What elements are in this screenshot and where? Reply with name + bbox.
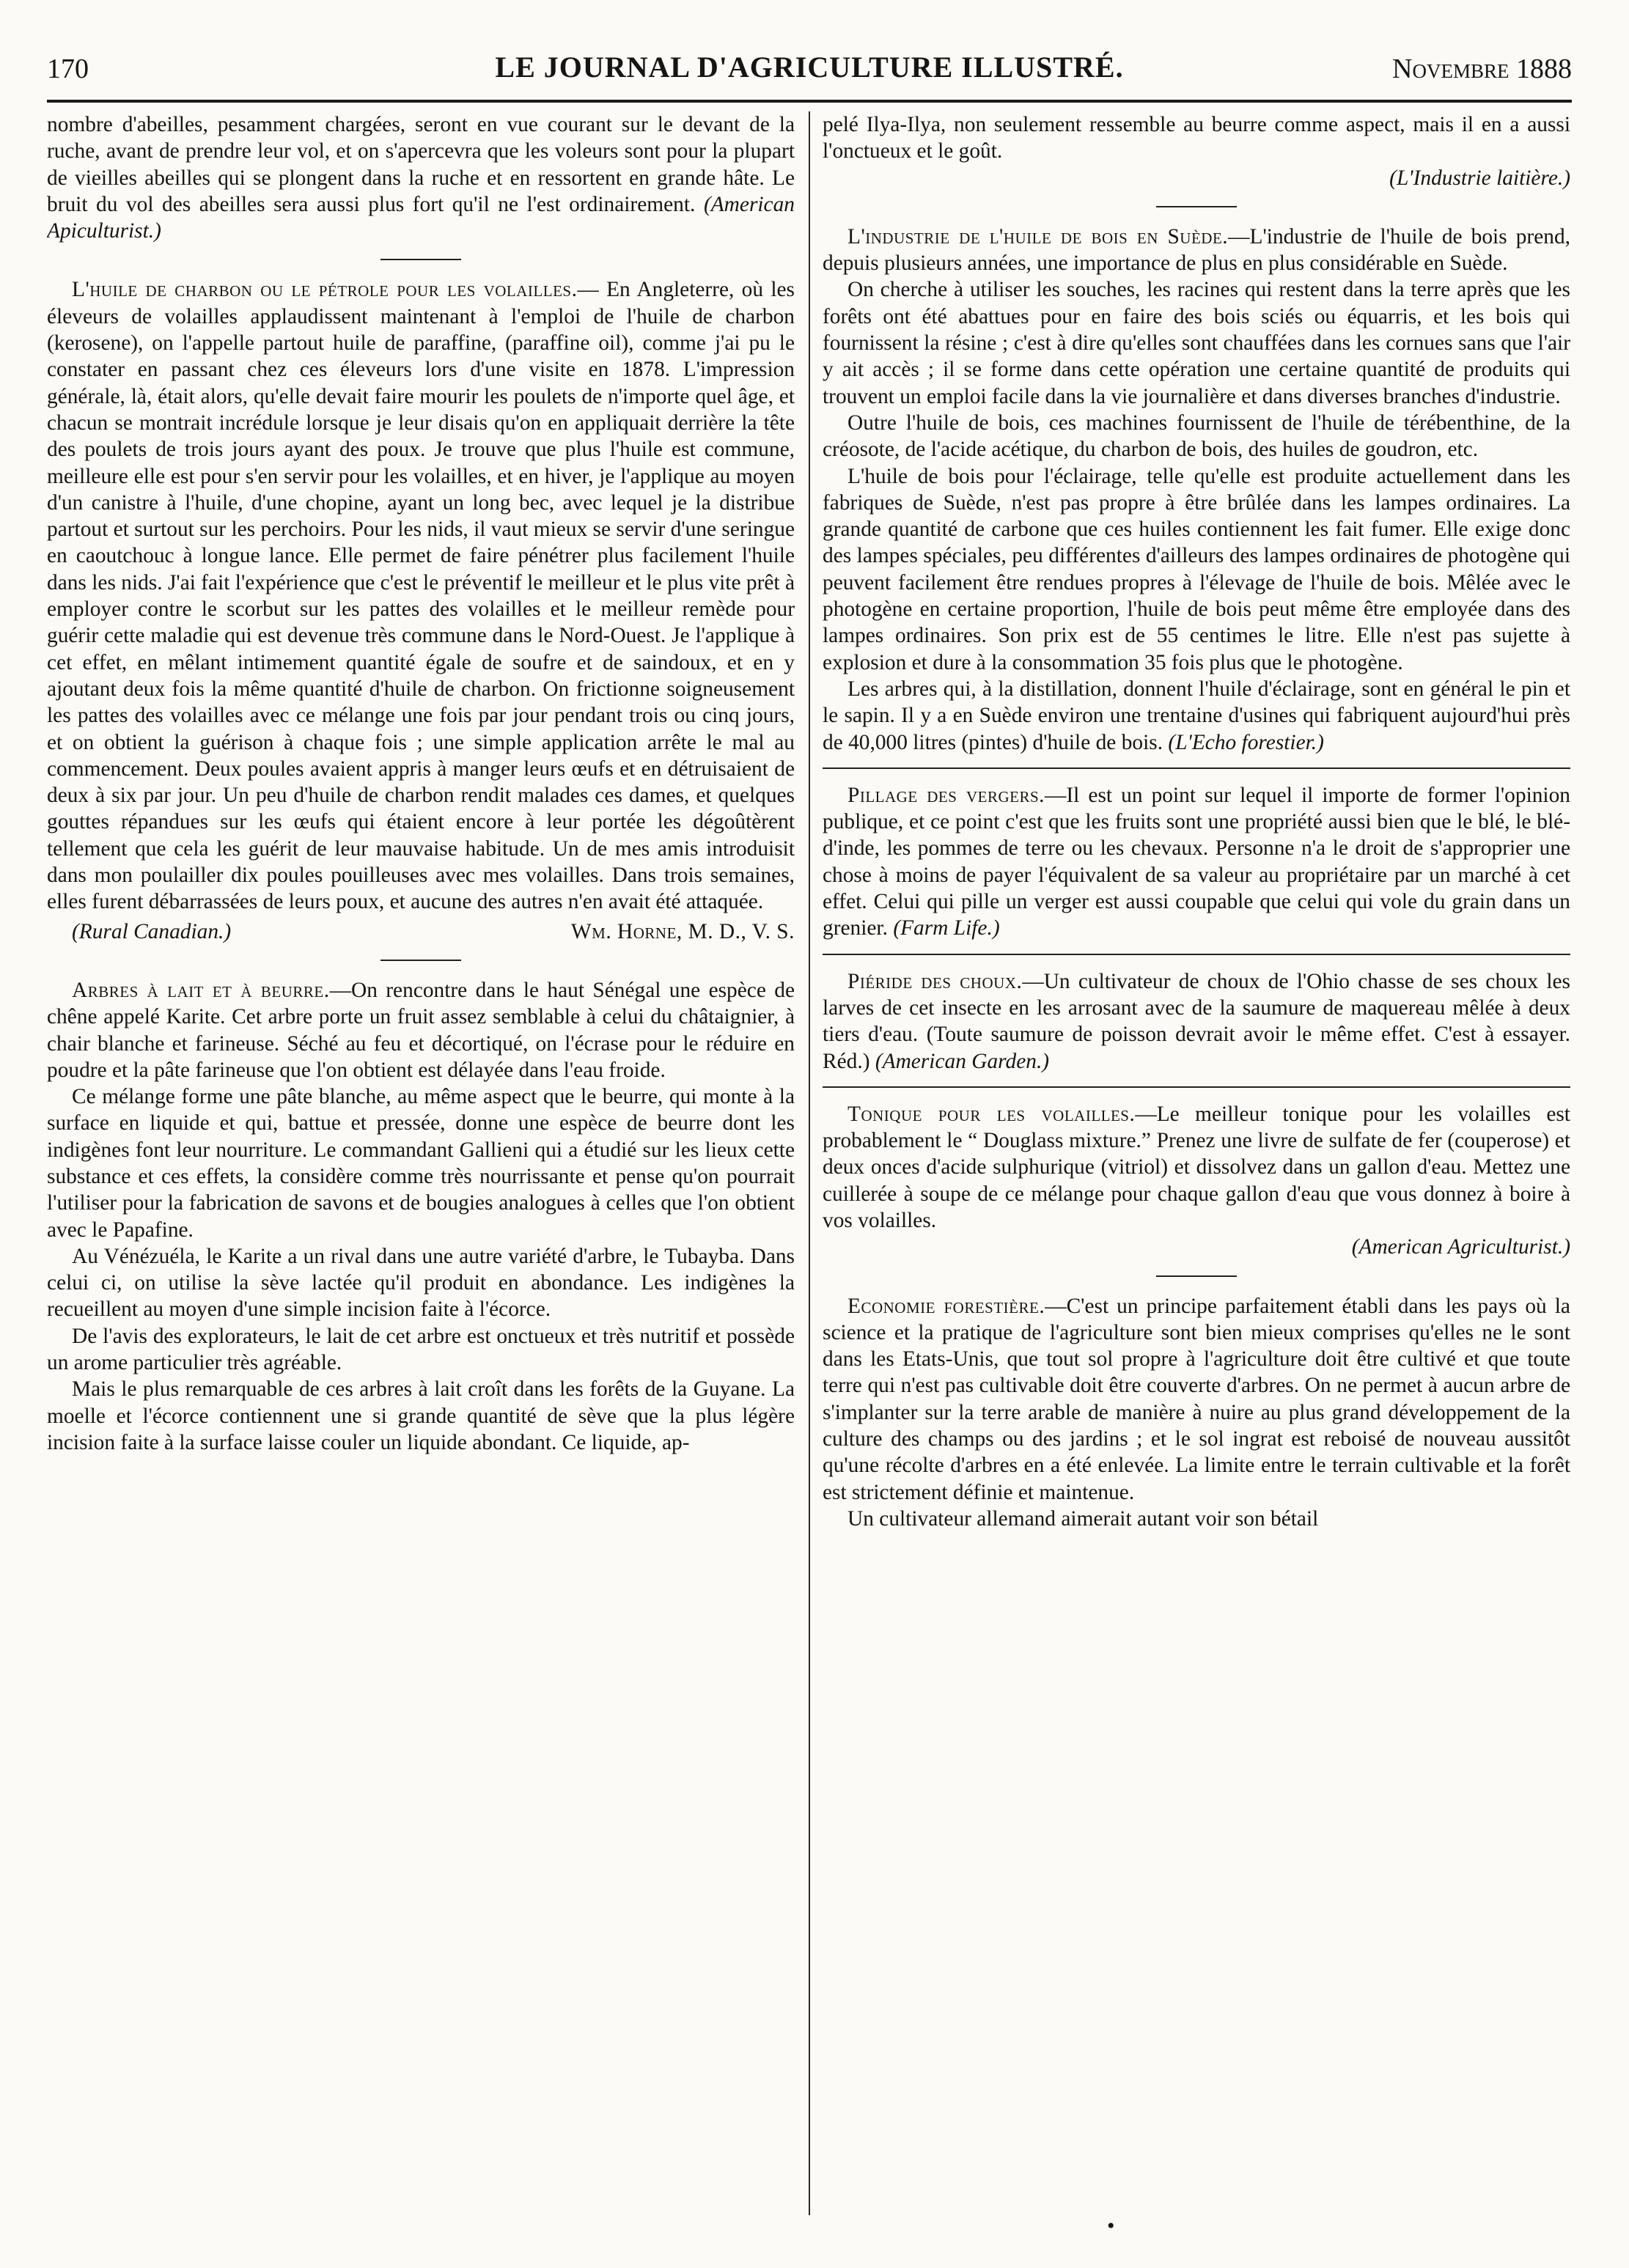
page-number: 170 (47, 54, 89, 84)
separator (823, 954, 1570, 955)
separator (823, 767, 1570, 769)
right-column (823, 111, 1570, 2223)
separator (1156, 206, 1237, 207)
footer-mark: • (1107, 2214, 1115, 2238)
paragraph: Au Vénézuéla, le Karite a un rival dans une autre variété d'arbre, le Tubayba. Dans celui ci, on utilise la sève lactée qu'il produit en abondance. Les indigènes la recueillent au moyen d'une simple incision faite à l'écorce. (47, 1244, 795, 1322)
separator (1156, 1275, 1237, 1277)
article-orchard: Pillage des vergers.—Il est un point sur lequel il importe de former l'opinion publique, et ce point c'est que les fruits sont une propriété aussi bien que le blé, le blé-d'inde, les pommes de terre ou les chevaux. Personne n'a le droit de s'approprier une chose à moins de payer l'équivalent de sa valeur au propriétaire par un marché à cet effet. Celui qui pille un verger est aussi coupable que celui qui vole du grain dans un grenier. (Farm Life.) (823, 783, 1570, 940)
article-forestry: Economie forestière.—C'est un principe parfaitement établi dans les pays où la science et la pratique de l'agriculture sont bien mieux comprises qu'elles ne le sont dans les Etats-Unis, que tout sol propre à l'agriculture doit être cultivé et que toute terre qui n'est pas cultivable doit être couverte d'arbres. On ne permet à aucun arbre de s'implanter sur la terre arable de manière à nuire au plus grand développement de la culture des champs ou des jardins ; et le sol ingrat est reboisé de nouveau aussitôt qu'une récolte d'arbres en a été enlevée. La limite entre le terrain cultivable et la forêt est strictement définie et maintenue. (823, 1294, 1570, 1504)
paragraph: Les arbres qui, à la distillation, donnent l'huile d'éclairage, sont en général le pin et le sapin. Il y a en Suède environ une trentaine d'usines qui fabriquent aujourd'hui près de 40,000 litres (pintes) d'huile de bois. (L'Echo forestier.) (823, 677, 1570, 754)
article-author: Wm. Horne, M. D., V. S. (570, 919, 795, 943)
article-coal-oil: L'huile de charbon ou le pétrole pour les volailles.— En Angleterre, où les éleveurs de volailles applaudissent maintenant à l'emploi de l'huile de charbon (kerosene), on l'appelle partout huile de paraffine, (paraffine oil), comme j'ai pu le constater en passant chez ces éleveurs lors d'une visite en 1878. L'impression générale, là, était alors, qu'elle devait faire mourir les poulets de n'importe quel âge, et chacun se montrait incrédule lorsque je leur disais qu'on en appliquait derrière la tête des poulets de trois jours ayant des poux. Je trouve que plus l'huile est commune, meilleure elle est pour s'en servir pour les volailles, et en hiver, je l'applique au moyen d'un canistre à l'huile, d'une chopine, ayant un long bec, avec lequel je la distribue partout et surtout sur les perchoirs. Pour les nids, il vaut mieux se servir d'une seringue en caoutchouc à longue lance. Elle permet de faire pénétrer plus facilement l'huile dans les nids. J'ai fait l'expérience que c'est le préventif le meilleur et le plus vite prêt à employer contre le scorbut sur les pattes des volailles et le meilleur remède pour guérir cette maladie qui est devenue très commune dans le Nord-Ouest. Je l'applique à cet effet, en mêlant intimement quantité égale de soufre et de saindoux, et en y ajoutant deux fois la même quantité d'huile de charbon. On frictionne soigneusement les pattes des volailles avec ce mélange une fois par jour pendant trois ou cinq jours, et on obtient la guérison à chaque fois ; une simple application arrête le mal au commencement. Deux poules avaient appris à manger leurs œufs et en détruisaient de deux à six par jour. Un peu d'huile de charbon rendit malades ces dames, et quelques gouttes répandues sur les œufs qui étaient encore à leur portée les dégoûtèrent tellement que cela les guérit de leur mauvaise habitude. Un de mes amis introduisit dans mon poulailler dix poules pouilleuses avec mes volailles. Dans trois semaines, elles furent débarrassées de leurs poux, et aucune des autres n'en avait été attaquée. (47, 278, 795, 914)
article-title: Arbres à lait et à beurre. (72, 978, 330, 1002)
paragraph: De l'avis des explorateurs, le lait de cet arbre est onctueux et très nutritif et possède un arome particulier très agréable. (47, 1324, 795, 1375)
journal-title: LE JOURNAL D'AGRICULTURE ILLUSTRÉ. (495, 51, 1124, 84)
article-wood-oil: L'industrie de l'huile de bois en Suède.—L'industrie de l'huile de bois prend, depuis plusieurs années, une importance de plus en plus considérable en Suède. (823, 224, 1570, 276)
left-column (47, 111, 795, 2223)
article-title: Pillage des vergers. (847, 783, 1045, 807)
article-title: Piéride des choux. (847, 969, 1023, 993)
signature-line (47, 918, 795, 945)
intro-source: (American Apiculturist.) (47, 192, 795, 243)
article-source: (American Agriculturist.) (1351, 1235, 1570, 1259)
paragraph: Outre l'huile de bois, ces machines fournissent de l'huile de térébenthine, de la créosote, de l'acide acétique, du charbon de bois, des huiles de goudron, etc. (823, 410, 1570, 462)
column-divider (809, 111, 810, 2215)
intro-paragraph: nombre d'abeilles, pesamment chargées, seront en vue courant sur le devant de la ruche, avant de prendre leur vol, et on s'apercevra que les voleurs sont pour la plupart de vieilles abeilles qui se plongent dans la ruche et en ressortent en grande hâte. Le bruit du vol des abeilles sera aussi plus fort qu'il ne l'est ordinairement. (American Apiculturist.) (47, 113, 795, 243)
paragraph: L'huile de bois pour l'éclairage, telle qu'elle est produite actuellement dans les fabriques de Suède, n'est pas propre à être brûlée dans les lampes ordinaires. La grande quantité de carbone que ces huiles contiennent les fait fumer. Elle exige donc des lampes spéciales, peu différentes d'ailleurs des lampes ordinaires de photogène qui peuvent facilement être rendues propres à l'élevage de l'huile de bois. Mêlée avec le photogène en certaine proportion, l'huile de bois peut même être employée dans des lampes ordinaires. Son prix est de 55 centimes le litre. Elle n'est pas sujette à explosion et dure à la consommation 35 fois plus que le photogène. (823, 464, 1570, 674)
article-title: Economie forestière. (847, 1294, 1045, 1318)
article-source: (L'Echo forestier.) (1168, 730, 1324, 754)
paragraph: Ce mélange forme une pâte blanche, au même aspect que le beurre, qui monte à la surface en liquide et qui, battue et pressée, donne une espèce de beurre dont les indigènes font leur nourriture. Le commandant Gallieni qui a étudié sur les lieux cette substance et ces effets, la considère comme très nourrissante et pense qu'on pourrait l'utiliser pour la fabrication de savons et de bougies analogues à celles que l'on obtient avec le Papafine. (47, 1085, 795, 1242)
article-milk-trees: Arbres à lait et à beurre.—On rencontre dans le haut Sénégal une espèce de chêne appelé Karite. Cet arbre porte un fruit assez semblable à celui du châtaignier, à chair blanche et farineuse. Séché au feu et décortiqué, on l'écrase pour le réduire en poudre et la pâte farineuse que l'on obtient est délayée dans l'eau froide. (47, 978, 795, 1082)
article-title: L'industrie de l'huile de bois en Suède. (847, 224, 1229, 248)
separator (380, 259, 461, 260)
separator (380, 960, 461, 961)
article-source: (American Garden.) (875, 1049, 1050, 1073)
article-tonic: Tonique pour les volailles.—Le meilleur tonique pour les volailles est probablement le “ Douglass mixture.” Prenez une livre de sulfate de fer (couperose) et deux onces d'acide sulphurique (vitriol) et dissolvez dans un gallon d'eau. Mettez une cuillerée à soupe de ce mélange pour chaque gallon d'eau que vous donnez à boire à vos volailles. (823, 1102, 1570, 1232)
continued-paragraph: pelé Ilya-Ilya, non seulement ressemble au beurre comme aspect, mais il en a aussi l'onctueux et le goût. (823, 113, 1570, 163)
article-title: L'huile de charbon ou le pétrole pour les volailles. (72, 278, 578, 302)
separator (823, 1086, 1570, 1088)
article-source: (L'Industrie laitière.) (1389, 166, 1570, 190)
paragraph: On cherche à utiliser les souches, les racines qui restent dans la terre après que les forêts ont été abattues pour en faire des bois sciés ou équarris, et les bois qui fournissent la résine ; c'est à dire qu'elles sont chauffées dans les cornues sans que l'air y ait accès ; il se forme dans cette opération une certaine quantité de produits qui trouvent un emploi facile dans la vie journalière et dans diverses branches d'industrie. (823, 278, 1570, 408)
page-header (47, 50, 1572, 91)
paragraph: Un cultivateur allemand aimerait autant voir son bétail (847, 1506, 1319, 1531)
header-rule (47, 100, 1572, 103)
article-cabbage: Piéride des choux.—Un cultivateur de choux de l'Ohio chasse de ses choux les larves de cet insecte en les arrosant avec de la saumure de maquereau mêlée à deux tiers d'eau. (Toute saumure de poisson devrait avoir le même effet. C'est à essayer. Réd.) (American Garden.) (823, 969, 1570, 1073)
article-title: Tonique pour les volailles. (847, 1102, 1136, 1126)
article-source: (Farm Life.) (893, 916, 1000, 940)
issue-date: Novembre 1888 (1392, 54, 1572, 84)
article-source: (Rural Canadian.) (72, 919, 232, 943)
paragraph: Mais le plus remarquable de ces arbres à lait croît dans les forêts de la Guyane. La moelle et l'écorce contiennent une si grande quantité de sève que la plus légère incision faite à la surface laisse couler un liquide abondant. Ce liquide, ap- (47, 1377, 795, 1454)
